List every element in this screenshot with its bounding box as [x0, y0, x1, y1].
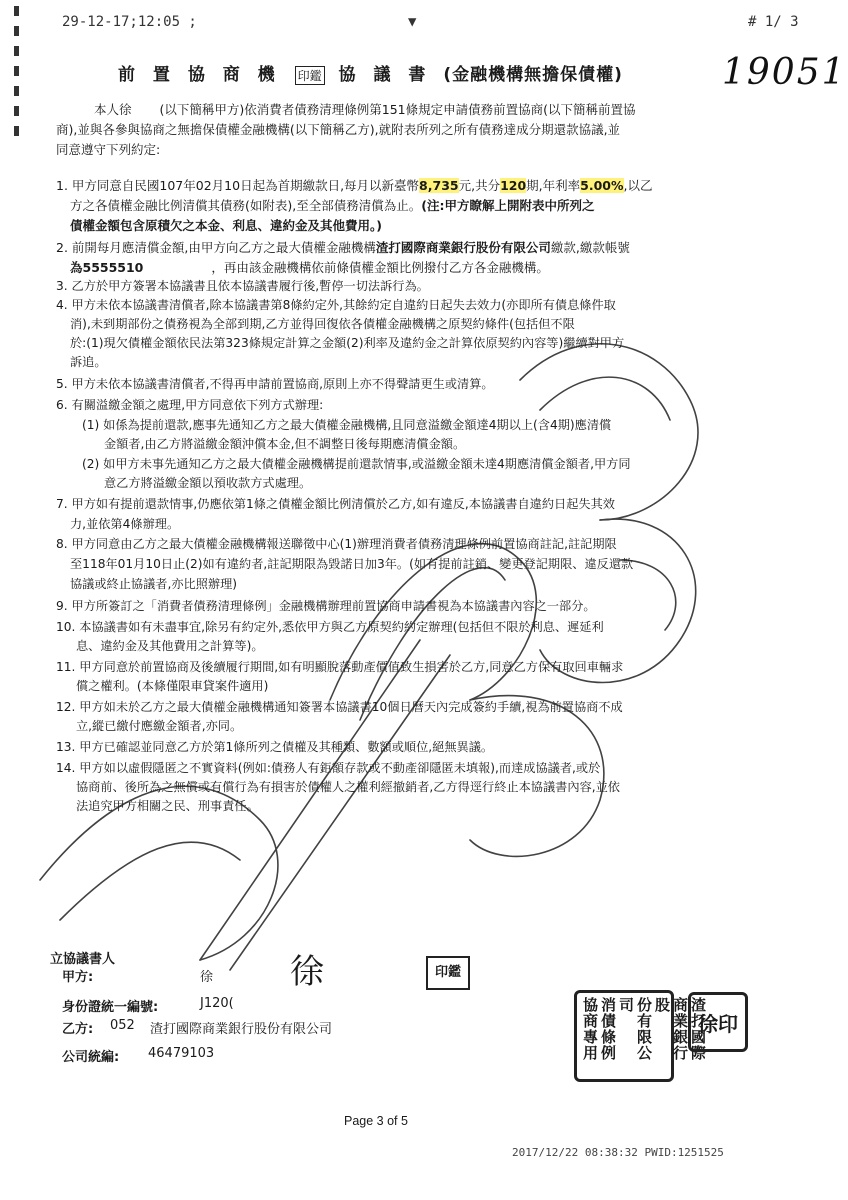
- fax-arrow-icon: ▼: [408, 14, 417, 30]
- scan-edge-marks: [14, 0, 20, 160]
- clause-1-a: 1. 甲方同意自民國107年02月10日起為首期繳款日,每月以新臺幣: [56, 178, 420, 193]
- clause-10-line2: 息、違約金及其他費用之計算等)。: [76, 639, 264, 653]
- seal-col-2: 商業銀行股: [653, 997, 689, 1061]
- interest-rate: 5.00%: [580, 178, 624, 193]
- title-stamp: 印鑑: [295, 66, 325, 85]
- document-title: [118, 60, 718, 85]
- clause-5: 5. 甲方未依本協議書清償者,不得再申請前置協商,原則上亦不得聲請更生或清算。: [56, 377, 494, 391]
- personal-seal: 徐印: [688, 992, 748, 1052]
- party-b-name: 渣打國際商業銀行股份有限公司: [150, 1022, 333, 1037]
- clause-6-2-line1: (2) 如甲方未事先通知乙方之最大債權金融機構提前還款情事,或溢繳金額未達4期應清償金額者,甲方同: [82, 457, 631, 471]
- clause-12-line1: 12. 甲方如未於乙方之最大債權金融機構通知簽署本協議書10個日曆天內完成簽約手續,視為前置協商不成: [56, 700, 623, 714]
- installment-periods: 120: [500, 178, 527, 193]
- intro-line3: 同意遵守下列約定:: [56, 142, 161, 157]
- clause-12-line2: 立,縱已繳付應繳金額者,亦同。: [76, 719, 243, 733]
- intro-paragraph: [56, 100, 776, 160]
- intro-line1-a: 本人徐: [94, 102, 132, 117]
- party-a-handwritten-signature: 徐: [290, 952, 324, 992]
- id-label: 身份證統一編號:: [62, 1000, 159, 1015]
- signatory-heading: 立協議書人: [50, 952, 116, 967]
- clause-2-a: 2. 前開每月應清償金額,由甲方向乙方之最大債權金融機構: [56, 240, 376, 255]
- clause-2-b: 繳款,繳款帳號: [550, 240, 630, 255]
- clause-2-bank: 渣打國際商業銀行股份有限公司: [375, 240, 551, 255]
- clause-4-line4: 訴追。: [70, 355, 107, 369]
- clause-1-line2-a: 方之各債權金融比例清償其債務(如附表),至全部債務清償為止。: [70, 198, 422, 213]
- clause-4-line2: 消),未到期部份之債務視為全部到期,乙方並得回復依各債權金融機構之原契約條件(包括但不限: [70, 317, 575, 331]
- id-value: J120(: [200, 996, 234, 1011]
- title-part1: 前 置 協 商 機: [118, 65, 281, 85]
- clause-8-line1: 8. 甲方同意由乙方之最大債權金融機構報送聯徵中心(1)辦理消費者債務清理條例前置協商註記,註記期限: [56, 537, 617, 551]
- clause-1: [56, 176, 778, 236]
- clause-9: 9. 甲方所簽訂之「消費者債務清理條例」金融機構辦理前置協商申請書視為本協議書內容之一部分。: [56, 599, 596, 613]
- clause-11-line1: 11. 甲方同意於前置協商及後續履行期間,如有明顯脫落動產價值致生損害於乙方,同意乙方保有取回車輛求: [56, 660, 624, 674]
- clause-3: 3. 乙方於甲方簽署本協議書且依本協議書履行後,暫停一切法訴行為。: [56, 279, 429, 293]
- clause-1-line3: 債權金額包含原積欠之本金、利息、違約金及其他費用。): [70, 218, 382, 233]
- intro-line1-b: (以下簡稱甲方)依消費者債務清理條例第151條規定申請債務前置協商(以下簡稱前置協: [159, 102, 636, 117]
- clause-6-1-line1: (1) 如係為提前還款,應事先通知乙方之最大債權金融機構,且同意溢繳金額達4期以上(含4期)應清償: [82, 418, 612, 432]
- seal-col-1: 渣打國際: [689, 997, 707, 1061]
- clause-1-note: (注:甲方瞭解上開附表中所列之: [421, 198, 595, 213]
- clause-2-line2-text: ，再由該金融機構依前條債權金額比例撥付乙方各金融機構。: [211, 260, 549, 275]
- clause-4-line1: 4. 甲方未依本協議書清償者,除本協議書第8條約定外,其餘約定自違約日起失去效力(亦即所有債息條件取: [56, 298, 616, 312]
- intro-line2: 商),並與各參與協商之無擔保債權金融機構(以下簡稱乙方),就附表所列之所有債務達成分期還款協議,並: [56, 122, 621, 137]
- clause-2-account: 為5555510: [70, 260, 144, 275]
- clause-1-line1: [56, 176, 778, 196]
- seal-col-4: 消債條例: [599, 997, 617, 1061]
- clause-7-line1: 7. 甲方如有提前還款情事,仍應依第1條之債權金額比例清償於乙方,如有違反,本協議書自違約日起失其效: [56, 497, 615, 511]
- clause-14-line1: 14. 甲方如以虛假隱匿之不實資料(例如:債務人有鉅額存款或不動產卻隱匿未填報),而達成協議者,或於: [56, 761, 601, 775]
- clause-2: [56, 238, 776, 278]
- clause-1-b: 元,共分: [458, 178, 501, 193]
- clause-14-line2: 協商前、後所為之無償或有償行為有損害於債權人之權利經撤銷者,乙方得逕行終止本協議書內容,並依: [76, 780, 620, 794]
- clause-2-line2: [56, 258, 776, 278]
- party-a-seal: 印鑑: [426, 956, 470, 990]
- clause-7-line2: 力,並依第4條辦理。: [70, 517, 180, 531]
- clause-13: 13. 甲方已確認並同意乙方於第1條所列之債權及其種類、數額或順位,絕無異議。: [56, 740, 494, 754]
- clause-6-1-line2: 金額者,由乙方將溢繳金額沖償本金,但不調整日後每期應清償金額。: [104, 437, 466, 451]
- seal-col-5: 協商專用: [581, 997, 599, 1061]
- fax-header-left: 29-12-17;12:05 ;: [62, 14, 197, 30]
- handwritten-number: 19051: [722, 52, 847, 93]
- seal-col-3: 份有限公司: [617, 997, 653, 1061]
- clause-6-2-line2: 意乙方將溢繳金額以預收款方式處理。: [104, 476, 312, 490]
- party-b-label: 乙方:: [62, 1022, 94, 1037]
- page-number: Page 3 of 5: [344, 1114, 408, 1128]
- clause-1-c: 期,年利率: [526, 178, 581, 193]
- clause-10-line1: 10. 本協議書如有未盡事宜,除另有約定外,悉依甲方與乙方原契約約定辦理(包括但不限於利息、遲延利: [56, 620, 604, 634]
- title-part2: 協 議 書: [338, 65, 432, 85]
- clause-2-line1: [56, 238, 776, 258]
- clause-1-line2: [56, 196, 778, 216]
- party-a-name: 徐: [200, 970, 214, 985]
- bank-seal: [574, 990, 707, 1082]
- clause-14-line3: 法追究甲方相關之民、刑事責任。: [76, 799, 259, 813]
- clause-8-line2: 至118年01月10日止(2)如有違約者,註記期限為毀諾日加3年。(如有提前註銷、變更登記期限、違反還款: [70, 557, 634, 571]
- company-id-label: 公司統編:: [62, 1050, 120, 1065]
- clause-8-line3: 協議或終止協議者,亦比照辦理): [70, 577, 238, 591]
- clause-1-d: ,以乙: [623, 178, 653, 193]
- party-b-code: 052: [110, 1018, 135, 1033]
- scan-edge-dashes: [14, 0, 20, 160]
- clause-6: 6. 有關溢繳金額之處理,甲方同意依下列方式辦理:: [56, 398, 324, 412]
- company-id-value: 46479103: [148, 1046, 215, 1061]
- title-paren: (金融機構無擔保債權): [443, 65, 623, 85]
- installment-amount: 8,735: [419, 178, 459, 193]
- party-a-label: 甲方:: [62, 970, 94, 985]
- fax-header-right: # 1/ 3: [748, 14, 799, 30]
- intro-line1: [56, 100, 776, 120]
- fax-timestamp: 2017/12/22 08:38:32 PWID:1251525: [512, 1146, 724, 1159]
- clause-4-line3: 於:(1)現欠債權金額依民法第323條規定計算之金額(2)利率及違約金之計算依原契約內容等)繼續對甲方: [70, 336, 625, 350]
- clause-11-line2: 償之權利。(本條僅限車貸案件適用): [76, 679, 269, 693]
